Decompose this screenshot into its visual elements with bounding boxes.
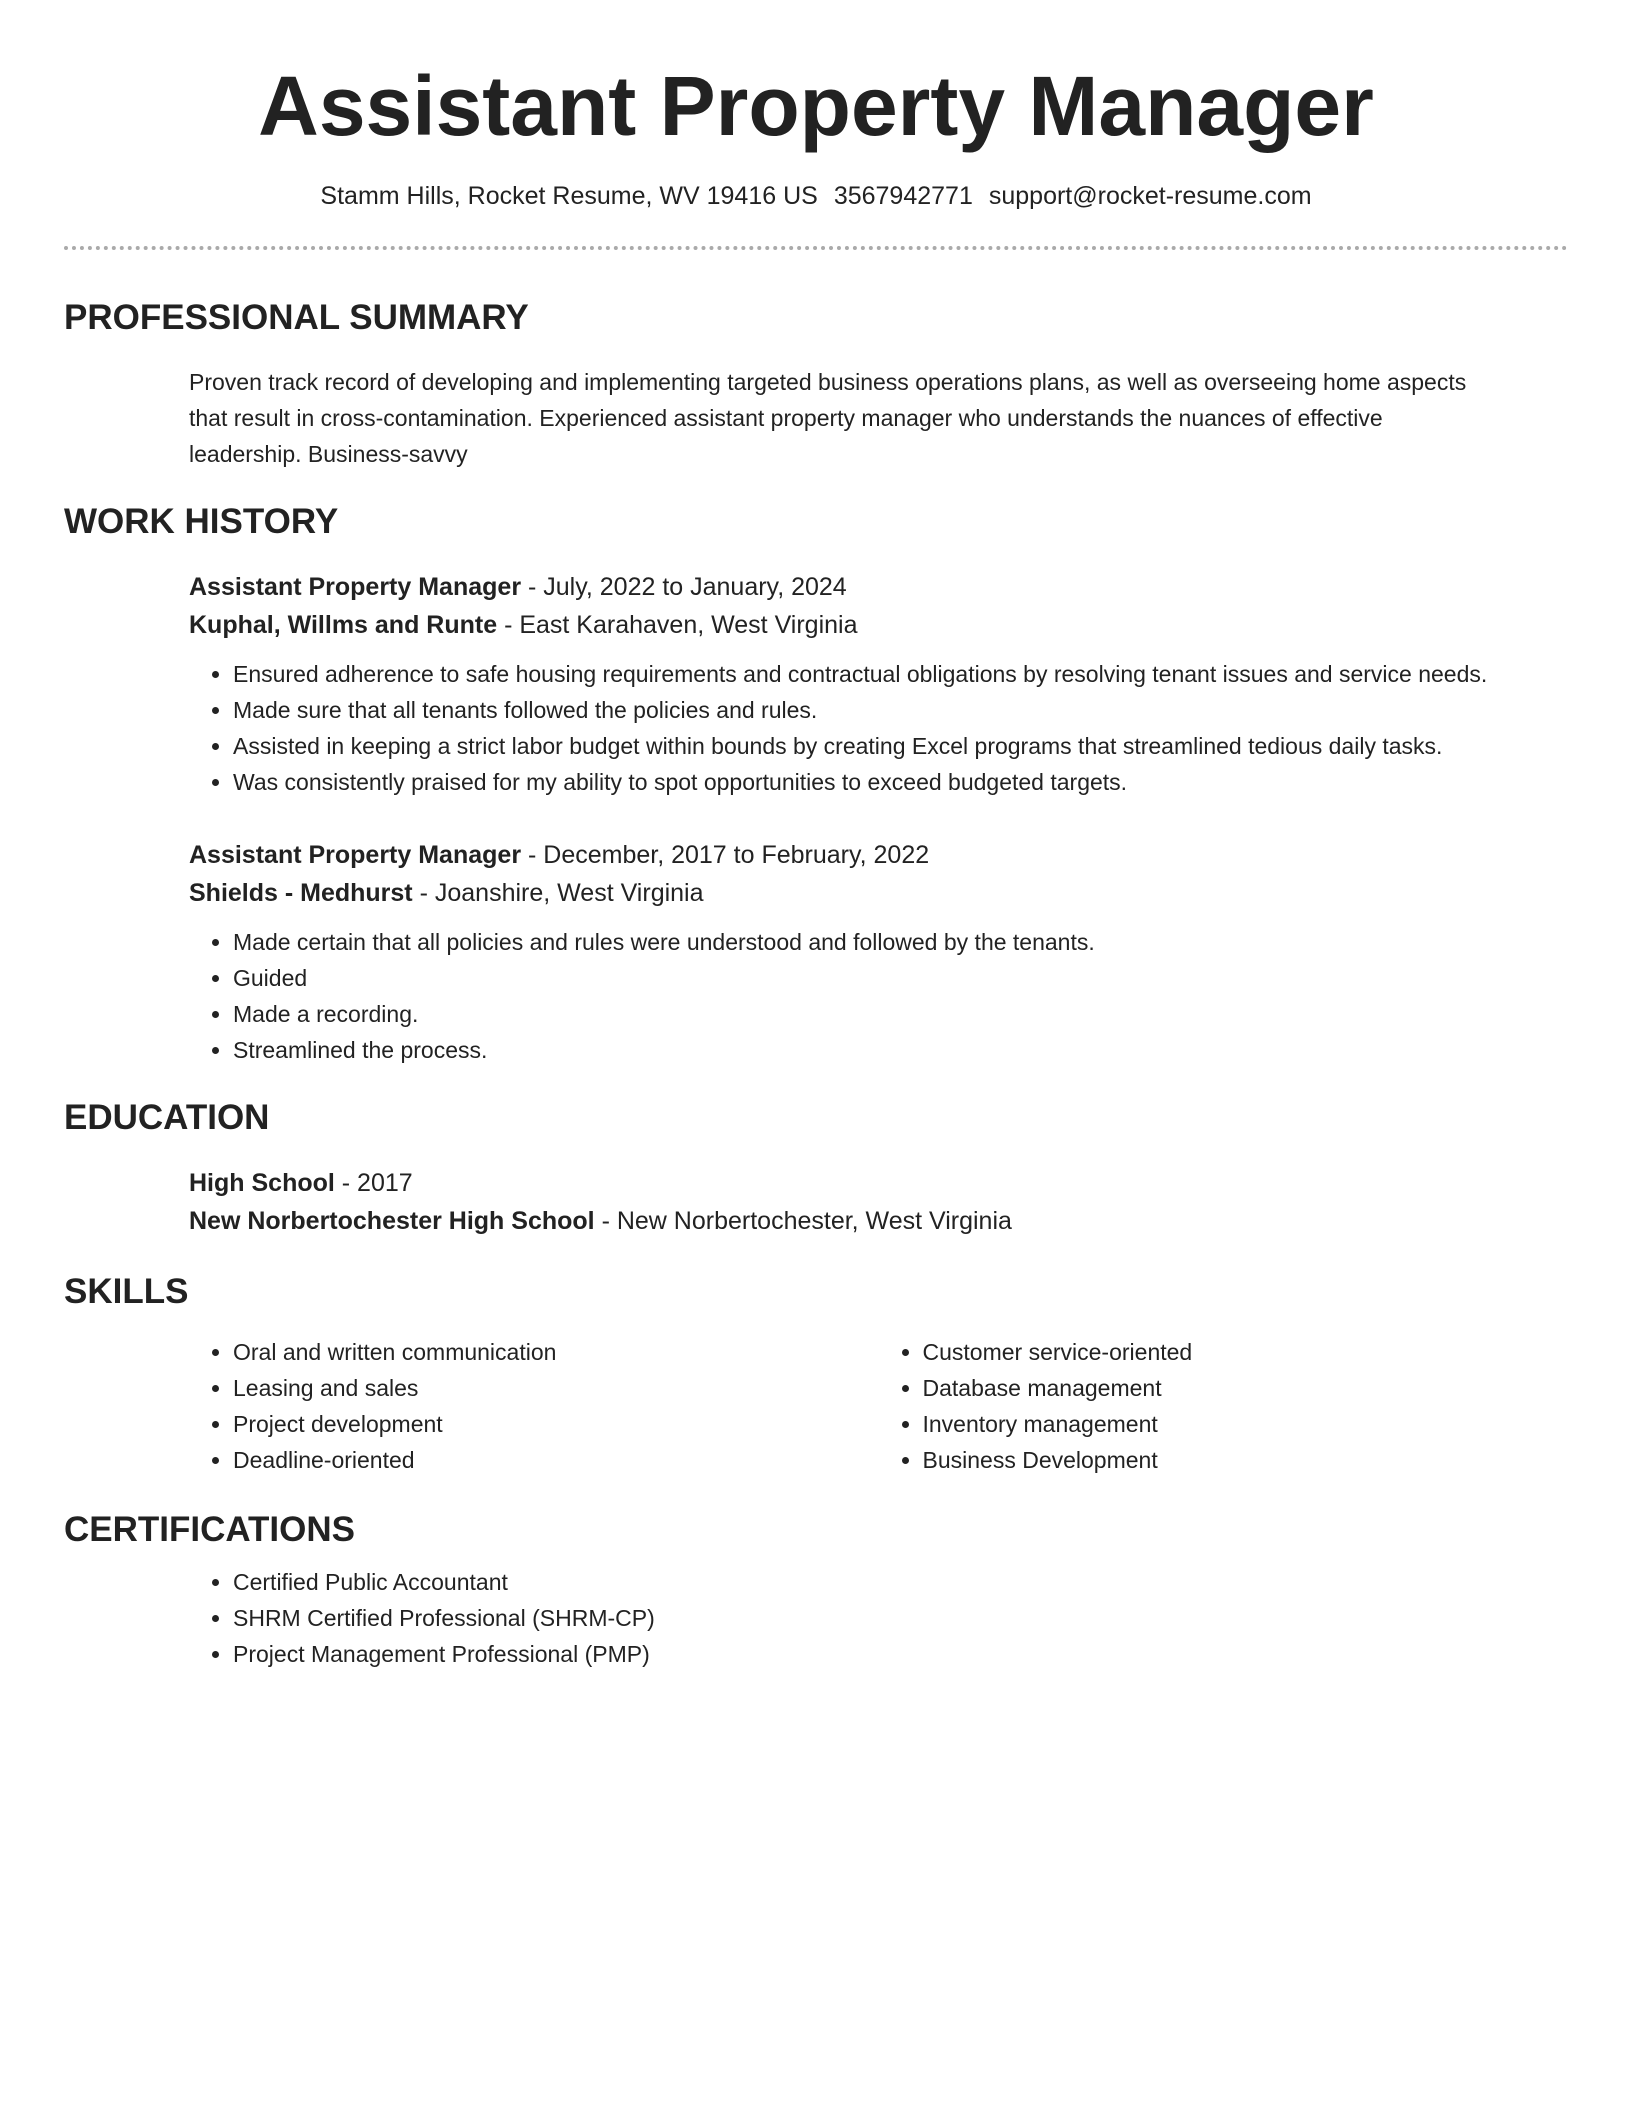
job-company: Shields - Medhurst bbox=[189, 879, 413, 907]
list-item: • Assisted in keeping a strict labor budget within bounds by creating Excel programs that streamlined tedious daily tasks. bbox=[233, 728, 1568, 764]
skills-list-right bbox=[879, 1334, 1569, 1478]
header-divider bbox=[64, 246, 1568, 250]
summary-title: PROFESSIONAL SUMMARY bbox=[64, 298, 529, 337]
job-location: - East Karahaven, West Virginia bbox=[497, 611, 858, 639]
work-history-title: WORK HISTORY bbox=[64, 502, 339, 541]
work-history-section bbox=[64, 500, 1568, 1068]
list-item: • Oral and written communication bbox=[233, 1334, 879, 1370]
list-item: • Certified Public Accountant bbox=[233, 1564, 1568, 1600]
certifications-title: CERTIFICATIONS bbox=[64, 1510, 356, 1549]
job-dates: - December, 2017 to February, 2022 bbox=[521, 841, 930, 869]
list-item: • Leasing and sales bbox=[233, 1370, 879, 1406]
list-item: • Made sure that all tenants followed the policies and rules. bbox=[233, 692, 1568, 728]
skills-title: SKILLS bbox=[64, 1272, 189, 1311]
list-item: • Database management bbox=[923, 1370, 1569, 1406]
contact-phone: 3567942771 bbox=[833, 182, 973, 210]
job-role-line bbox=[189, 568, 1568, 606]
education-year: - 2017 bbox=[334, 1169, 413, 1197]
job-entry bbox=[189, 836, 1568, 1068]
job-company: Kuphal, Willms and Runte bbox=[189, 611, 498, 639]
education-degree: High School bbox=[189, 1169, 335, 1197]
list-item: • Inventory management bbox=[923, 1406, 1569, 1442]
candidate-name: Assistant Property Manager bbox=[258, 59, 1374, 153]
skills-grid bbox=[189, 1334, 1568, 1478]
list-item: • Deadline-oriented bbox=[233, 1442, 879, 1478]
skills-section bbox=[64, 1270, 1568, 1478]
education-degree-line bbox=[189, 1164, 1568, 1202]
job-role: Assistant Property Manager bbox=[189, 841, 522, 869]
job-company-line bbox=[189, 606, 1568, 644]
job-entry bbox=[189, 568, 1568, 800]
list-item: • Ensured adherence to safe housing requirements and contractual obligations by resolving tenant issues and service needs. bbox=[233, 656, 1568, 692]
education-title: EDUCATION bbox=[64, 1098, 270, 1137]
job-bullets bbox=[189, 656, 1568, 800]
list-item: • SHRM Certified Professional (SHRM-CP) bbox=[233, 1600, 1568, 1636]
list-item: • Was consistently praised for my ability to spot opportunities to exceed budgeted targets. bbox=[233, 764, 1568, 800]
list-item: • Project Management Professional (PMP) bbox=[233, 1636, 1568, 1672]
contact-line bbox=[64, 180, 1568, 212]
summary-text: Proven track record of developing and implementing targeted business operations plans, as well as overseeing home aspects that result in cross-contamination. Experienced assistant property manager who understands the nuances of effective leadership. Business-savvy bbox=[189, 369, 1467, 467]
job-location: - Joanshire, West Virginia bbox=[412, 879, 704, 907]
summary-section bbox=[64, 296, 1568, 472]
list-item: • Streamlined the process. bbox=[233, 1032, 1568, 1068]
job-role: Assistant Property Manager bbox=[189, 573, 522, 601]
job-company-line bbox=[189, 874, 1568, 912]
contact-address: Stamm Hills, Rocket Resume, WV 19416 US bbox=[320, 182, 818, 210]
list-item: • Business Development bbox=[923, 1442, 1569, 1478]
certifications-list bbox=[189, 1564, 1568, 1672]
education-location: - New Norbertochester, West Virginia bbox=[594, 1207, 1012, 1235]
contact-email: support@rocket-resume.com bbox=[988, 182, 1312, 210]
job-role-line bbox=[189, 836, 1568, 874]
education-section bbox=[64, 1096, 1568, 1240]
certifications-section bbox=[64, 1508, 1568, 1672]
list-item: • Guided bbox=[233, 960, 1568, 996]
education-school-line bbox=[189, 1202, 1568, 1240]
list-item: • Project development bbox=[233, 1406, 879, 1442]
skills-list-left bbox=[189, 1334, 879, 1478]
job-bullets bbox=[189, 924, 1568, 1068]
list-item: • Made certain that all policies and rules were understood and followed by the tenants. bbox=[233, 924, 1568, 960]
list-item: • Customer service-oriented bbox=[923, 1334, 1569, 1370]
resume-header bbox=[64, 0, 1568, 212]
job-dates: - July, 2022 to January, 2024 bbox=[521, 573, 847, 601]
education-school: New Norbertochester High School bbox=[189, 1207, 595, 1235]
list-item: • Made a recording. bbox=[233, 996, 1568, 1032]
